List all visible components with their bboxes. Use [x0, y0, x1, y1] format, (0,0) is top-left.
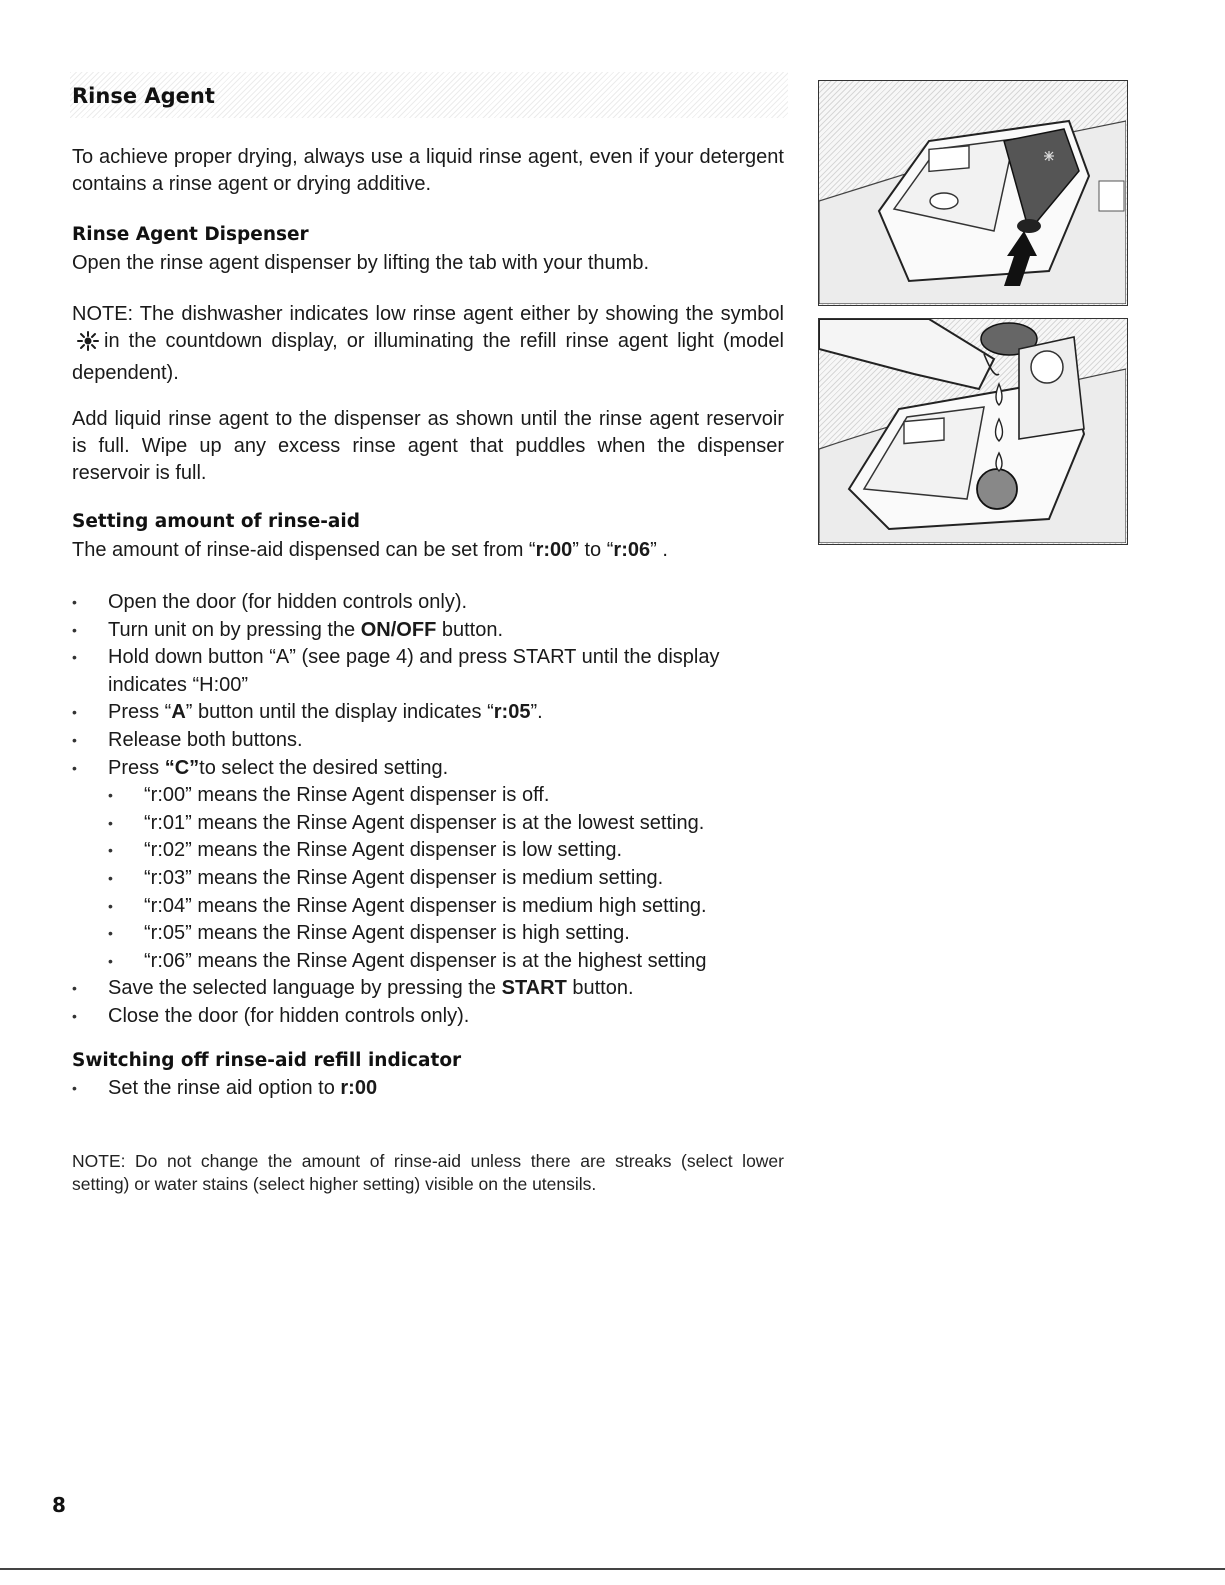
step-save-before: Save the selected language by pressing the [108, 977, 502, 1000]
list-item: • “r:00” means the Rinse Agent dispenser is off. [108, 782, 784, 810]
bottom-rule [0, 1568, 1225, 1570]
step-press-c-before: Press [108, 756, 165, 779]
dispenser-text: Open the rinse agent dispenser by lifting the tab with your thumb. [72, 252, 650, 274]
step-press-a-mid: ” button until the display indicates “ [185, 701, 494, 724]
dispenser-heading: Rinse Agent Dispenser [72, 224, 309, 245]
step-release: • Release both buttons. [72, 727, 784, 755]
page-title: Rinse Agent [72, 84, 215, 108]
onoff-label: ON/OFF [360, 618, 437, 641]
list-item: • “r:02” means the Rinse Agent dispenser is low setting. [108, 837, 784, 865]
dispenser-open-tab-illustration [818, 80, 1128, 306]
setting-options-list [108, 782, 784, 975]
step-turn-on-text: Turn unit on by pressing the [108, 618, 361, 641]
note-low-rinse [72, 301, 784, 387]
setting-steps-list [72, 589, 784, 1031]
setting-heading: Setting amount of rinse-aid [72, 511, 360, 532]
switch-off-text: Set the rinse aid option to [108, 1077, 341, 1099]
step-press-c [72, 755, 784, 783]
switch-off-heading: Switching off rinse-aid refill indicator [72, 1050, 462, 1071]
list-item: • “r:04” means the Rinse Agent dispenser is medium high setting. [108, 893, 784, 921]
step-save-after: button. [566, 977, 634, 1000]
page-number: 8 [52, 1493, 66, 1517]
button-c-label: “C” [164, 756, 200, 779]
setting-options-group [72, 782, 784, 975]
note-low-rinse-after: in the countdown display, or illuminating the refill rinse agent light (model dependent). [72, 330, 784, 384]
switch-off-item [72, 1075, 784, 1103]
step-hold-button: • Hold down button “A” (see page 4) and press START until the display indicates “H:00” [72, 644, 784, 699]
setting-from-value: r:00 [535, 539, 573, 561]
note-low-rinse-before: NOTE: The dishwasher indicates low rinse agent either by showing the symbol [72, 303, 784, 325]
note-streaks: NOTE: Do not change the amount of rinse-aid unless there are streaks (select lower setting) or water stains (select higher setting) visible on the utensils. [72, 1151, 784, 1194]
list-item: • “r:01” means the Rinse Agent dispenser is at the lowest setting. [108, 810, 784, 838]
step-turn-on-after: button. [436, 618, 503, 641]
display-r05-label: r:05 [493, 701, 531, 724]
intro-paragraph: To achieve proper drying, always use a liquid rinse agent, even if your detergent contains a rinse agent or drying additive. [72, 146, 784, 195]
step-open-door: • Open the door (for hidden controls only). [72, 589, 784, 617]
step-press-a-before: Press “ [108, 701, 172, 724]
setting-text-after: ” . [650, 539, 668, 561]
list-item: • “r:06” means the Rinse Agent dispenser is at the highest setting [108, 948, 784, 976]
switch-off-list [72, 1075, 784, 1103]
list-item: • “r:05” means the Rinse Agent dispenser is high setting. [108, 920, 784, 948]
step-press-c-after: to select the desired setting. [199, 756, 449, 779]
sparkle-rinse-icon [76, 330, 100, 360]
start-label: START [501, 977, 567, 1000]
step-close-door: • Close the door (for hidden controls only). [72, 1003, 784, 1031]
list-item: • “r:03” means the Rinse Agent dispenser is medium setting. [108, 865, 784, 893]
step-turn-on [72, 617, 784, 645]
step-press-a [72, 699, 784, 727]
setting-text [72, 537, 784, 564]
fill-paragraph: Add liquid rinse agent to the dispenser as shown until the rinse agent reservoir is full. Wipe up any excess rinse agent that puddles when the dispenser reservoir is full. [72, 408, 784, 484]
setting-to-value: r:06 [613, 539, 651, 561]
setting-text-before: The amount of rinse-aid dispensed can be set from “ [72, 539, 536, 561]
setting-text-mid: ” to “ [572, 539, 614, 561]
step-press-a-after: ”. [530, 701, 543, 724]
pouring-rinse-agent-illustration [818, 318, 1128, 545]
button-a-label: A [171, 701, 186, 724]
switch-off-value: r:00 [340, 1077, 378, 1099]
step-save [72, 975, 784, 1003]
